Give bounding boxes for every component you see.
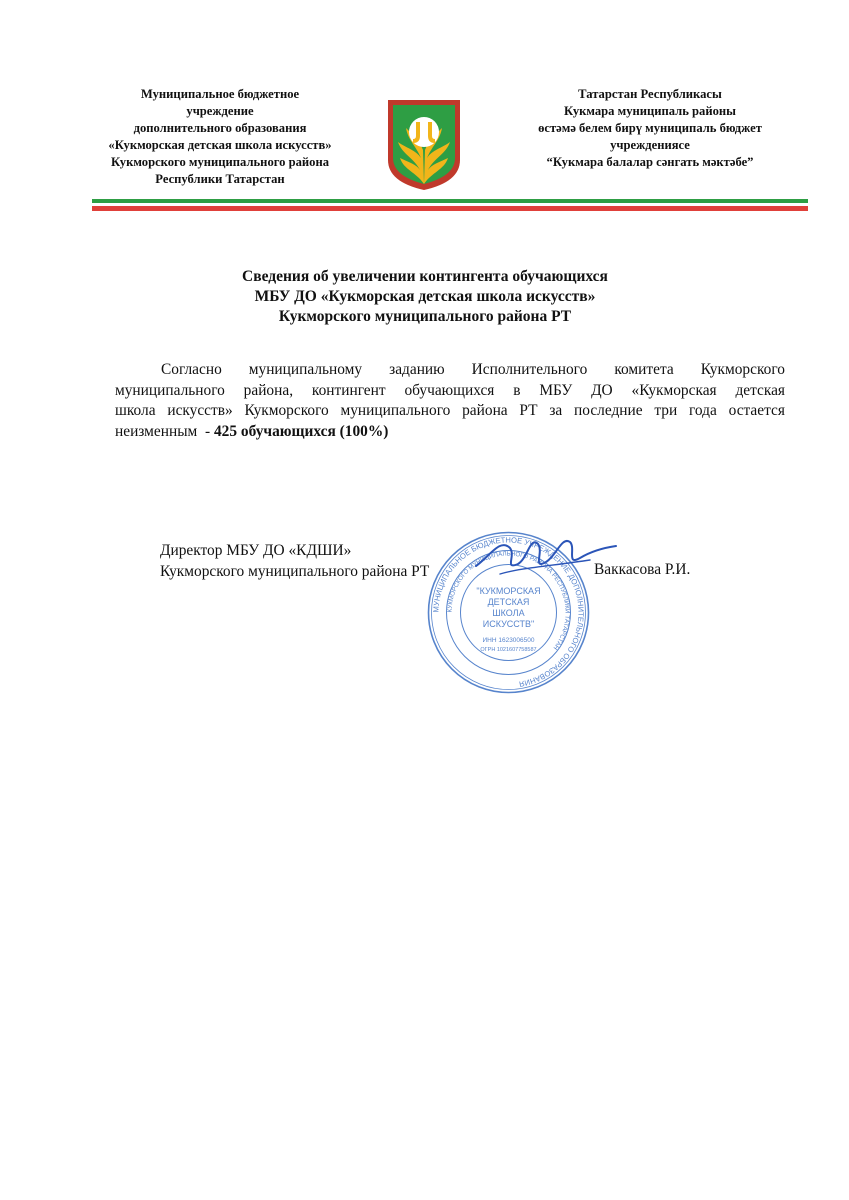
word: муниципального (115, 381, 225, 399)
word: обучающихся (404, 381, 495, 399)
header-left-org-name (80, 86, 360, 188)
body-paragraph (115, 360, 785, 442)
word: последние (574, 402, 643, 419)
signer-position: Директор МБУ ДО «КДШИ» (160, 542, 352, 559)
header-left-line: учреждение (186, 104, 254, 118)
paragraph-line-2 (115, 381, 785, 402)
word: муниципального (340, 402, 451, 419)
word: Кукморского (244, 402, 329, 419)
header-left-line: «Кукморская детская школа искусств» (108, 138, 332, 152)
header-left-line: Республики Татарстан (155, 172, 285, 186)
header-right-line: өстәмә белем бирү муниципаль бюджет (538, 121, 762, 135)
word: района, (243, 381, 294, 399)
title-line: Сведения об увеличении контингента обучающихся (242, 268, 608, 285)
word: детская (735, 381, 785, 399)
line4-prefix: неизменным - (115, 422, 214, 440)
student-count: 425 обучающихся (100%) (213, 422, 389, 440)
word: Исполнительного (471, 361, 588, 378)
header-left-line: дополнительного образования (133, 121, 307, 135)
document-title (100, 267, 750, 327)
signature-block (160, 541, 429, 582)
stamp-center-line: ШКОЛА (492, 608, 525, 618)
word: контингент (311, 381, 386, 399)
stamp-center-line: ИСКУССТВ" (482, 619, 535, 629)
stamp-inn: ИНН 1623006500 (482, 637, 535, 644)
header-left-line: Муниципальное бюджетное (140, 87, 300, 101)
header-right-line: Татарстан Республикасы (578, 87, 722, 101)
word: искусств» (167, 402, 233, 419)
kukmor-coat-of-arms-icon (386, 98, 462, 192)
header-right-line: учреждениясе (610, 138, 690, 152)
paragraph-line-4 (115, 422, 785, 443)
word: заданию (389, 361, 445, 378)
paragraph-line-1 (115, 360, 785, 381)
word: МБУ (539, 381, 573, 399)
word: остается (728, 402, 785, 419)
red-stripe (92, 206, 808, 211)
header-right-org-name (500, 86, 800, 171)
title-line: Кукморского муниципального района РТ (278, 308, 572, 325)
director-name: Ваккасова Р.И. (594, 561, 691, 578)
header-left-line: Кукморского муниципального района (110, 155, 329, 169)
word: РТ (519, 402, 538, 419)
stamp-inner-ring-text: КУКМОРСКОГО МУНИЦИПАЛЬНОГО РАЙОНА РЕСПУБЛИКИ ТАТАРСТАН (446, 550, 571, 651)
word: «Кукморская (631, 381, 717, 399)
word: Кукморского (700, 361, 785, 378)
word: района (462, 402, 508, 419)
word: комитета (614, 361, 674, 378)
stamp-center-line: ДЕТСКАЯ (487, 597, 530, 607)
word: ДО (591, 381, 613, 399)
header-right-line: Кукмара муниципаль районы (564, 104, 736, 118)
stamp-outer-ring-text: МУНИЦИПАЛЬНОЕ БЮДЖЕТНОЕ УЧРЕЖДЕНИЕ ДОПОЛНИТЕЛЬНОГО ОБРАЗОВАНИЯ (431, 535, 586, 689)
title-line: МБУ ДО «Кукморская детская школа искусств» (254, 288, 596, 305)
signer-organization: Кукморского муниципального района РТ (160, 562, 430, 580)
word: школа (115, 402, 156, 419)
paragraph-line-3 (115, 401, 785, 422)
word: года (689, 402, 717, 419)
word: три (654, 402, 678, 419)
word: за (549, 402, 563, 419)
word: в (513, 381, 521, 399)
stamp-ogrn: ОГРН 1021607758587 (480, 647, 537, 653)
header-flag-stripes (92, 199, 808, 213)
word: Согласно (161, 361, 222, 378)
header-right-line: “Кукмара балалар сәнгать мәктәбе” (546, 155, 754, 169)
stamp-center-line: "КУКМОРСКАЯ (476, 586, 541, 596)
word: муниципальному (248, 361, 363, 378)
